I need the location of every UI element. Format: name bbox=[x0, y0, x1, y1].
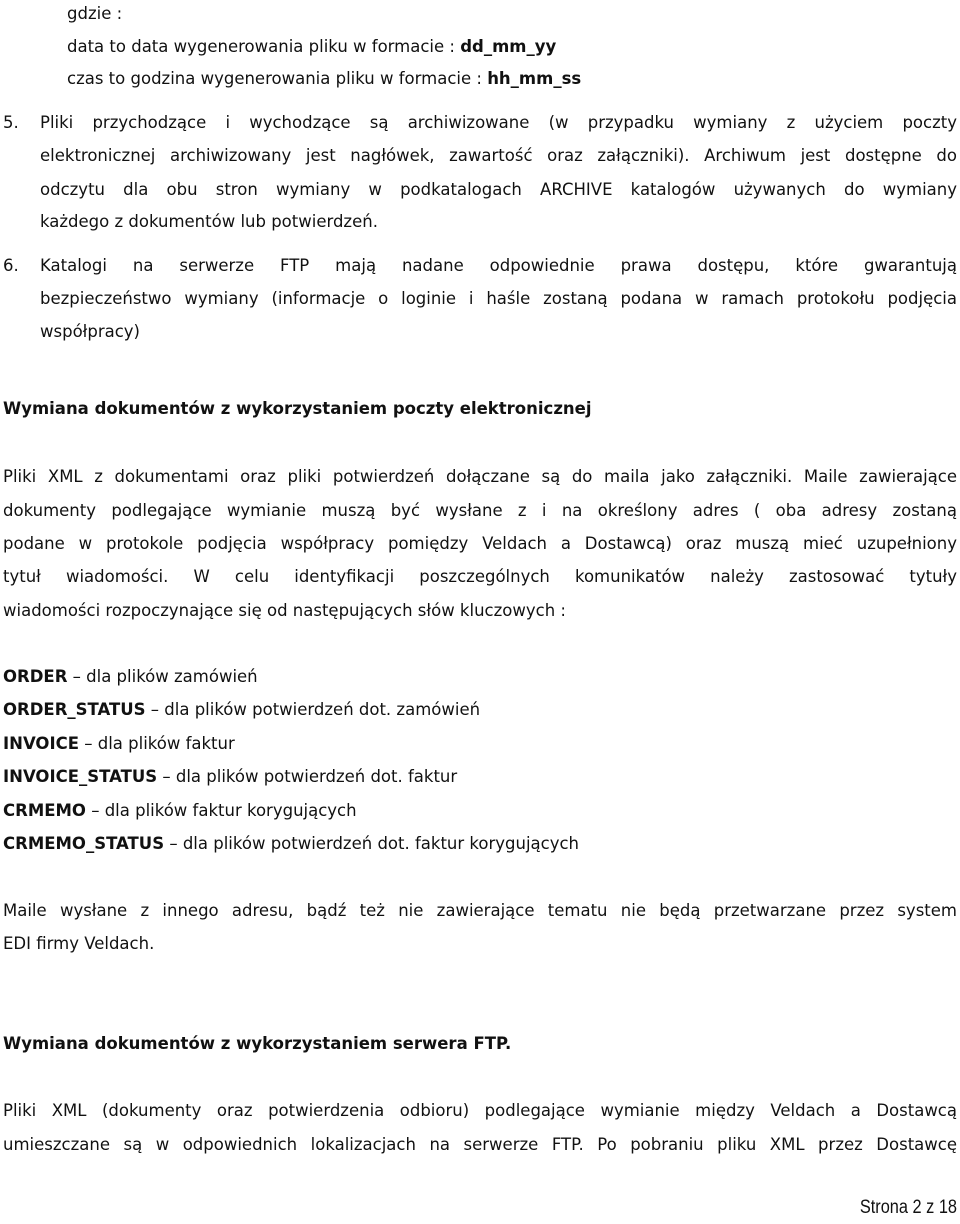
keyword-invoice-status bbox=[3, 767, 457, 787]
intro-czas-line bbox=[67, 69, 581, 89]
keyword-order bbox=[3, 667, 258, 687]
item5-number: 5. bbox=[3, 113, 19, 132]
item6-line-2: bezpieczeństwo wymiany (informacje o loginie i haśle zostaną podana w ramach protokołu podjęcia bbox=[40, 289, 957, 308]
ftp-section-heading: Wymiana dokumentów z wykorzystaniem serwera FTP. bbox=[3, 1034, 512, 1053]
email-paragraph-line-4: tytuł wiadomości. W celu identyfikacji poszczególnych komunikatów należy zastosować tytuły bbox=[3, 567, 957, 586]
keyword-crmemo-status-desc: – dla plików potwierdzeń dot. faktur korygujących bbox=[164, 834, 580, 853]
item5-line-3: odczytu dla obu stron wymiany w podkatalogach ARCHIVE katalogów używanych do wymiany bbox=[40, 180, 957, 199]
keyword-invoice-status-key: INVOICE_STATUS bbox=[3, 767, 158, 786]
item6-number: 6. bbox=[3, 256, 19, 275]
item6-line-1: Katalogi na serwerze FTP mają nadane odpowiednie prawa dostępu, które gwarantują bbox=[40, 256, 957, 275]
intro-gdzie: gdzie : bbox=[67, 4, 123, 23]
email-closing-line-2: EDI firmy Veldach. bbox=[3, 934, 155, 953]
ftp-paragraph-line-2: umieszczane są w odpowiednich lokalizacjach na serwerze FTP. Po pobraniu pliku XML przez Dostawcę bbox=[3, 1135, 957, 1154]
email-closing-line-1: Maile wysłane z innego adresu, bądź też nie zawierające tematu nie będą przetwarzane przez system bbox=[3, 901, 957, 920]
item5-line-4: każdego z dokumentów lub potwierdzeń. bbox=[40, 212, 378, 231]
keyword-crmemo-status-key: CRMEMO_STATUS bbox=[3, 834, 165, 853]
intro-czas-format: hh_mm_ss bbox=[487, 69, 582, 88]
item5-line-1: Pliki przychodzące i wychodzące są archiwizowane (w przypadku wymiany z użyciem poczty bbox=[40, 113, 957, 132]
email-paragraph-line-1: Pliki XML z dokumentami oraz pliki potwierdzeń dołączane są do maila jako załączniki. Maile zawierające bbox=[3, 467, 957, 486]
keyword-order-key: ORDER bbox=[3, 667, 68, 686]
keyword-order-status bbox=[3, 700, 480, 720]
keyword-invoice-key: INVOICE bbox=[3, 734, 79, 753]
keyword-crmemo-desc: – dla plików faktur korygujących bbox=[85, 801, 357, 820]
email-section-heading: Wymiana dokumentów z wykorzystaniem poczty elektronicznej bbox=[3, 399, 592, 418]
keyword-crmemo-key: CRMEMO bbox=[3, 801, 86, 820]
email-paragraph-line-3: podane w protokole podjęcia współpracy pomiędzy Veldach a Dostawcą) oraz muszą mieć uzupełniony bbox=[3, 534, 957, 553]
email-paragraph-line-5: wiadomości rozpoczynające się od następujących słów kluczowych : bbox=[3, 601, 566, 620]
intro-data-text: data to data wygenerowania pliku w formacie : bbox=[67, 37, 461, 56]
item5-line-2: elektronicznej archiwizowany jest nagłówek, zawartość oraz załączniki). Archiwum jest dostępne do bbox=[40, 146, 957, 165]
intro-data-line bbox=[67, 37, 556, 57]
keyword-crmemo-status bbox=[3, 834, 579, 854]
email-paragraph-line-2: dokumenty podlegające wymianie muszą być wysłane z i na określony adres ( oba adresy zostaną bbox=[3, 501, 957, 520]
keyword-order-status-desc: – dla plików potwierdzeń dot. zamówień bbox=[145, 700, 481, 719]
ftp-paragraph-line-1: Pliki XML (dokumenty oraz potwierdzenia odbioru) podlegające wymianie między Veldach a Dostawcą bbox=[3, 1101, 957, 1120]
keyword-order-desc: – dla plików zamówień bbox=[67, 667, 258, 686]
page-number: Strona 2 z 18 bbox=[859, 1197, 957, 1218]
keyword-invoice-desc: – dla plików faktur bbox=[78, 734, 235, 753]
intro-czas-text: czas to godzina wygenerowania pliku w formacie : bbox=[67, 69, 488, 88]
keyword-invoice-status-desc: – dla plików potwierdzeń dot. faktur bbox=[157, 767, 458, 786]
keyword-crmemo bbox=[3, 801, 357, 821]
keyword-invoice bbox=[3, 734, 235, 754]
intro-data-format: dd_mm_yy bbox=[460, 37, 557, 56]
item6-line-3: współpracy) bbox=[40, 322, 140, 341]
keyword-order-status-key: ORDER_STATUS bbox=[3, 700, 146, 719]
